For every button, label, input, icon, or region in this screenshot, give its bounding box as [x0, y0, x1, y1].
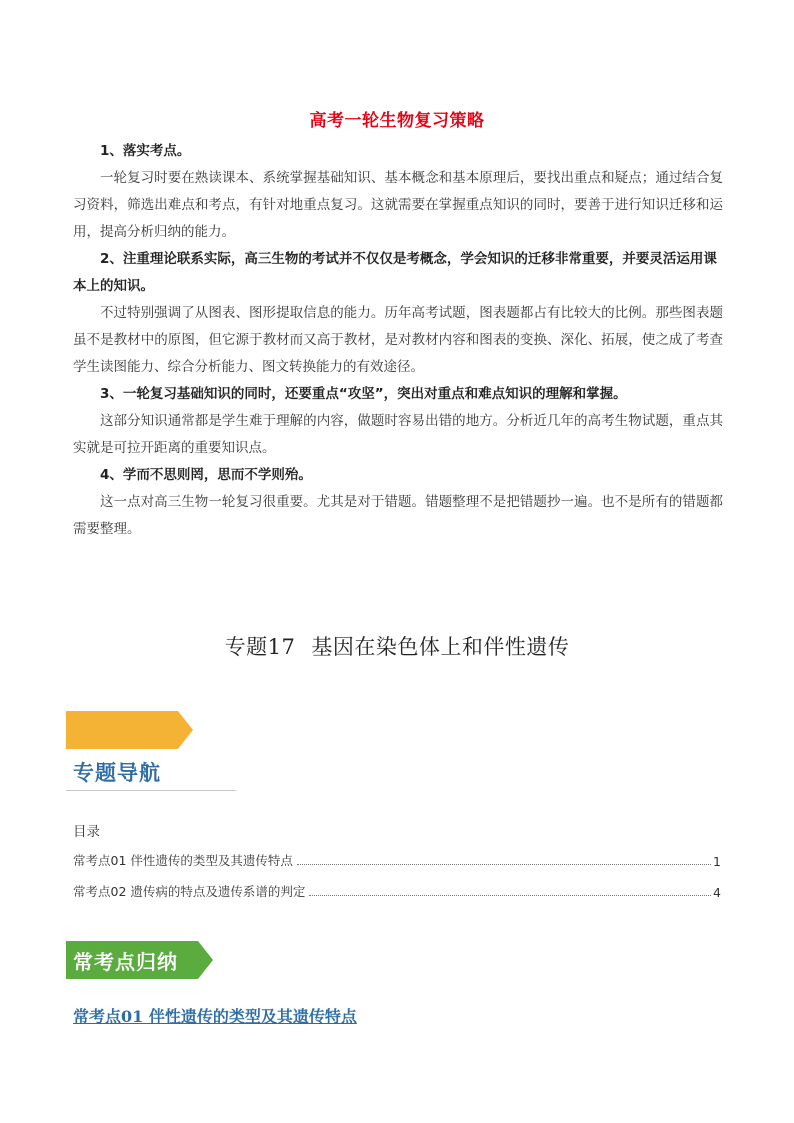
- strategy-section-1: [73, 138, 723, 246]
- toc-leader: [309, 895, 711, 896]
- section-body: 这一点对高三生物一轮复习很重要。尤其是对于错题。错题整理不是把错题抄一遍。也不是所有的错题都需要整理。: [73, 494, 723, 537]
- divider: [66, 790, 236, 791]
- orange-tab-decoration: [66, 711, 193, 749]
- toc-entry-label: 常考点02 遗传病的特点及遗传系谱的判定: [73, 884, 306, 899]
- strategy-section-4: [73, 462, 723, 543]
- section-heading: 4、学而不思则罔，思而不学则殆。: [100, 467, 312, 483]
- toc-leader: [297, 864, 711, 865]
- toc-entry[interactable]: [73, 849, 721, 869]
- section-body: 这部分知识通常都是学生难于理解的内容，做题时容易出错的地方。分析近几年的高考生物试题，重点其实就是可拉开距离的重要知识点。: [73, 413, 723, 456]
- strategy-section-3: [73, 381, 723, 462]
- section-heading: 1、落实考点。: [100, 143, 191, 159]
- summary-label: 常考点归纳: [73, 950, 178, 974]
- strategy-title: 高考一轮生物复习策略: [309, 111, 485, 131]
- sub-heading-link[interactable]: 常考点01 伴性遗传的类型及其遗传特点: [73, 1007, 357, 1026]
- toc-label: 目录: [73, 824, 100, 840]
- topic-title: [0, 631, 794, 661]
- toc-entry-label: 常考点01 伴性遗传的类型及其遗传特点: [73, 853, 293, 868]
- section-body: 不过特别强调了从图表、图形提取信息的能力。历年高考试题，图表题都占有比较大的比例。那些图表题虽不是教材中的原图，但它源于教材而又高于教材，是对教材内容和图表的变换、深化、拓展，使之成了考查学生读图能力、综合分析能力、图文转换能力的有效途径。: [73, 305, 723, 375]
- topic-number: 专题17: [224, 635, 296, 659]
- strategy-section-2: [73, 246, 723, 381]
- section-body: 一轮复习时要在熟读课本、系统掌握基础知识、基本概念和基本原理后，要找出重点和疑点；通过结合复习资料，筛选出难点和考点，有针对地重点复习。这就需要在掌握重点知识的同时，要善于进行知识迁移和运用，提高分析归纳的能力。: [73, 170, 723, 240]
- nav-heading: 专题导航: [73, 761, 161, 785]
- section-heading: 2、注重理论联系实际，高三生物的考试并不仅仅是考概念，学会知识的迁移非常重要，并要灵活运用课本上的知识。: [73, 251, 717, 294]
- toc-entry[interactable]: [73, 880, 721, 900]
- toc-page-number: 1: [713, 854, 721, 869]
- toc-page-number: 4: [713, 885, 721, 900]
- section-heading: 3、一轮复习基础知识的同时，还要重点“攻坚”，突出对重点和难点知识的理解和掌握。: [100, 386, 627, 402]
- topic-name: 基因在染色体上和伴性遗传: [311, 635, 570, 659]
